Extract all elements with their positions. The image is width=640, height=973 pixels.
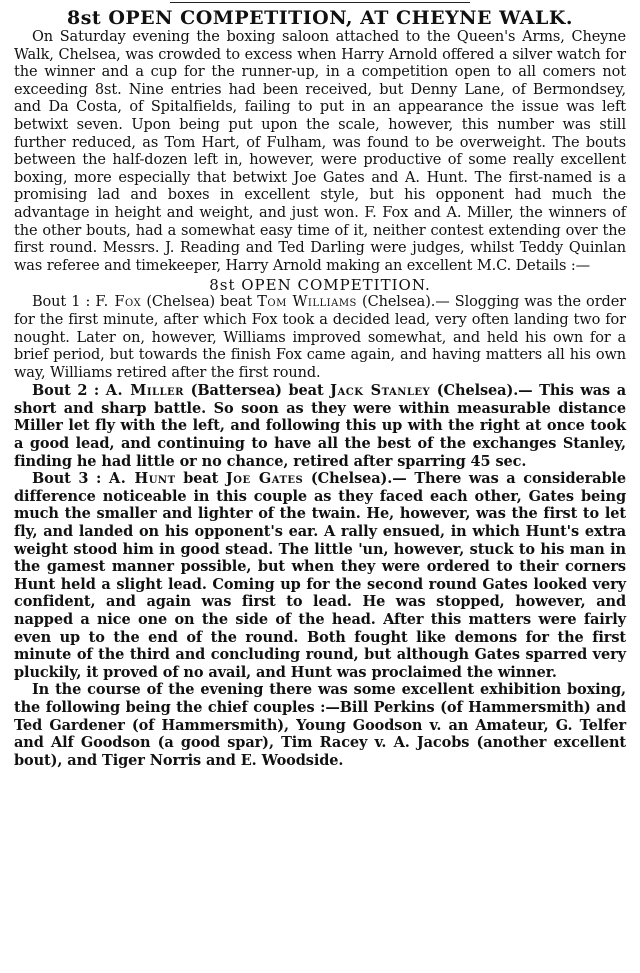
bout-1-loser-club: (Chelsea).— <box>362 294 450 311</box>
bout-1-winner: F. Fox <box>95 294 142 311</box>
bout-1-verb: beat <box>220 294 253 311</box>
bout-3-loser-club: (Chelsea).— <box>310 470 407 488</box>
top-rule <box>170 2 470 3</box>
bout-2-paragraph <box>14 382 626 470</box>
bout-1-loser: Tom Williams <box>257 294 357 311</box>
section-subheading: 8st OPEN COMPETITION. <box>209 276 431 295</box>
bout-1-label: Bout 1 : <box>32 294 91 311</box>
bout-3-paragraph <box>14 470 626 681</box>
article-title: 8st OPEN COMPETITION, AT CHEYNE WALK. <box>67 7 573 29</box>
bout-2-winner: A. Miller <box>105 382 184 400</box>
bout-1-winner-club: (Chelsea) <box>146 294 216 311</box>
bout-3-loser: Joe Gates <box>225 470 304 488</box>
bout-2-loser-club: (Chelsea).— <box>436 382 533 400</box>
bout-2-verb: beat <box>288 382 324 400</box>
bout-3-text: There was a considerable difference noticeable in this couple as they faced each other, Gates being much the smaller and lighter of the twain. He, however, was the first to let fly, and landed on his opponent's ear. A rally ensued, in which Hunt's extra weight stood him in good stead. The little 'un, however, stuck to his man in the gamest manner possible, but when they were ordered to their corners Hunt held a slight lead. Coming up for the second round Gates looked very confident, and again was first to lead. He was stopped, however, and napped a nice one on the side of the head. After this matters were fairly even up to the end of the round. Both fought like demons for the first minute of the third and concluding round, but although Gates sparred very pluckily, it proved of no avail, and Hunt was proclaimed the winner. <box>14 470 627 681</box>
bout-2-label: Bout 2 : <box>32 382 100 400</box>
bout-3-verb: beat <box>183 470 219 488</box>
bout-2-loser: Jack Stanley <box>330 382 431 400</box>
bout-3-winner: A. Hunt <box>108 470 176 488</box>
closing-paragraph: In the course of the evening there was some excellent exhibition boxing, the following being the chief couples :—Bill Perkins (of Hammersmith) and Ted Gardener (of Hammersmith), Young Goodson v. an Amateur, G. Telfer and Alf Goodson (a good spar), Tim Racey v. A. Jacobs (another excellent bout), and Tiger Norris and E. Woodside. <box>14 681 626 769</box>
bout-3-label: Bout 3 : <box>32 470 102 488</box>
bout-1-paragraph <box>14 294 626 382</box>
bout-2-text: This was a short and sharp battle. So soon as they were within measurable distance Miller let fly with the left, and following this up with the right at once took a good lead, and continuing to have all the best of the exchanges Stanley, finding he had little or no chance, retired after sparring 45 sec. <box>14 382 626 470</box>
intro-paragraph: On Saturday evening the boxing saloon attached to the Queen's Arms, Cheyne Walk, Chelsea, was crowded to excess when Harry Arnold offered a silver watch for the winner and a cup for the runner-up, in a competition open to all comers not exceeding 8st. Nine entries had been received, but Denny Lane, of Bermondsey, and Da Costa, of Spitalfields, failing to put in an appearance the issue was left betwixt seven. Upon being put upon the scale, however, this number was still further reduced, as Tom Hart, of Fulham, was found to be overweight. The bouts between the half-dozen left in, however, were productive of some really excellent boxing, more especially that betwixt Joe Gates and A. Hunt. The first-named is a promising lad and boxes in excellent style, but his opponent had much the advantage in height and weight, and just won. F. Fox and A. Miller, the winners of the other bouts, had a somewhat easy time of it, neither contest extending over the first round. Messrs. J. Reading and Ted Darling were judges, whilst Teddy Quinlan was referee and timekeeper, Harry Arnold making an excellent M.C. Details :— <box>14 29 626 274</box>
bout-2-winner-club: (Battersea) <box>190 382 282 400</box>
bout-1-text: Slogging was the order for the first minute, after which Fox took a decided lead, very often landing two for nought. Later on, however, Williams improved somewhat, and held his own for a brief period, but towards the finish Fox came again, and having matters all his own way, Williams retired after the first round. <box>14 294 627 381</box>
